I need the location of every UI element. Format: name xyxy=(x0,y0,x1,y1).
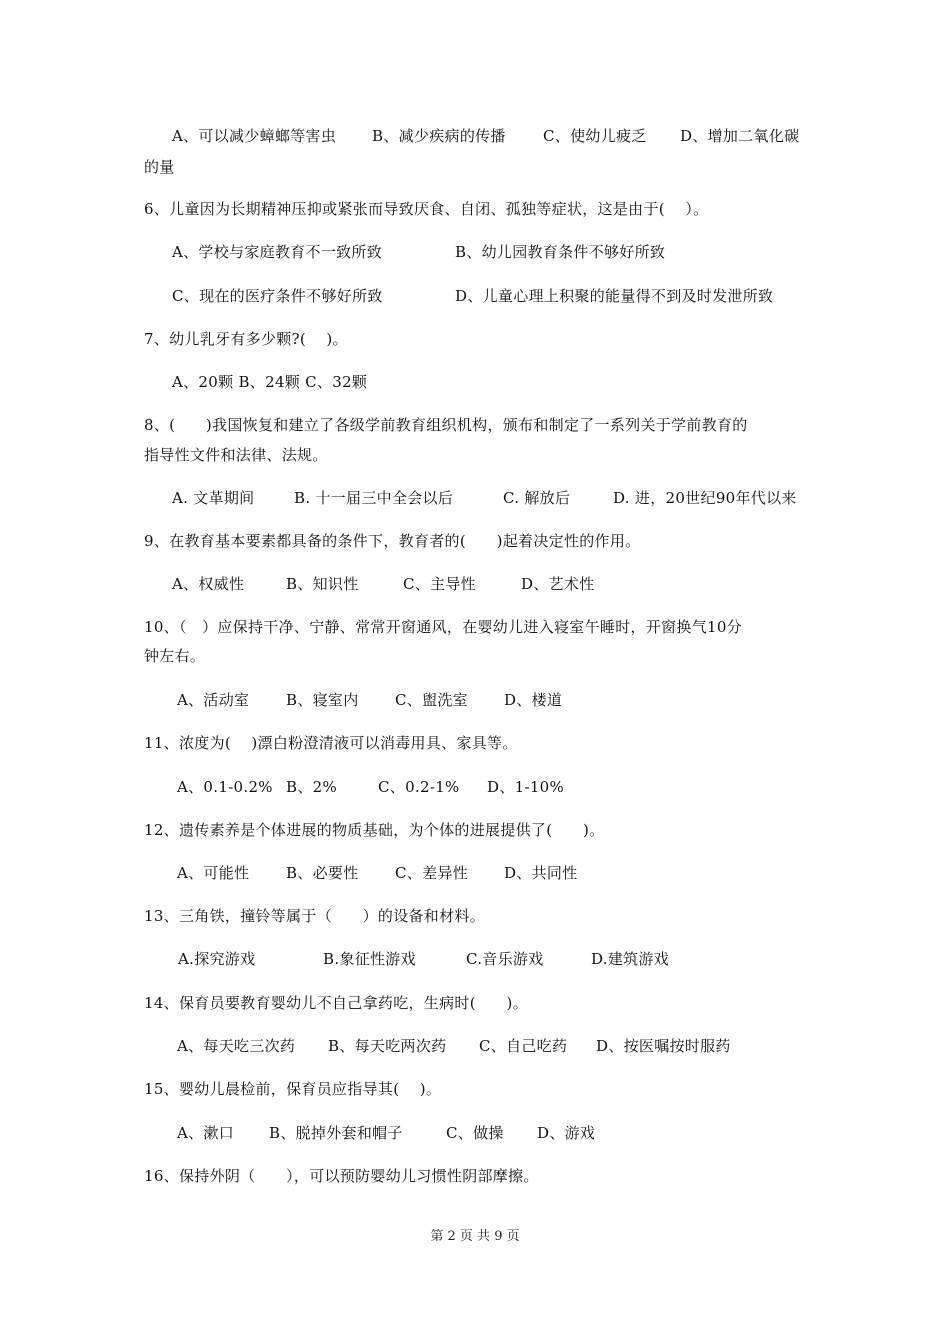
q13-option-d: D.建筑游戏 xyxy=(591,950,670,968)
q12-option-c: C、差异性 xyxy=(395,864,468,882)
q10-stem-line1: 10、（ ）应保持干净、宁静、常常开窗通风，在婴幼儿进入寝室午睡时，开窗换气10分 xyxy=(144,618,742,636)
q5-option-c: C、使幼儿疲乏 xyxy=(543,127,647,145)
q6-stem: 6、儿童因为长期精神压抑或紧张而导致厌食、自闭、孤独等症状，这是由于( ）。 xyxy=(144,200,709,218)
q11-option-c: C、0.2-1% xyxy=(378,778,460,796)
q14-option-c: C、自己吃药 xyxy=(479,1037,568,1055)
q13-option-b: B.象征性游戏 xyxy=(323,950,416,968)
q5-option-a: A、可以减少蟑螂等害虫 xyxy=(172,127,337,145)
q11-option-b: B、2% xyxy=(286,778,338,796)
q13-option-c: C.音乐游戏 xyxy=(466,950,544,968)
q7-options: A、20颗 B、24颗 C、32颗 xyxy=(172,373,368,391)
q16-stem: 16、保持外阴（ ），可以预防婴幼儿习惯性阴部摩擦。 xyxy=(144,1167,539,1185)
q9-stem: 9、在教育基本要素都具备的条件下，教育者的( )起着决定性的作用。 xyxy=(144,532,641,550)
q13-option-a: A.探究游戏 xyxy=(178,950,256,968)
q11-option-a: A、0.1-0.2% xyxy=(177,778,273,796)
q8-option-b: B. 十一届三中全会以后 xyxy=(294,489,454,507)
q9-option-d: D、艺术性 xyxy=(521,575,595,593)
q6-option-c: C、现在的医疗条件不够好所致 xyxy=(172,287,383,305)
q8-option-c: C. 解放后 xyxy=(503,489,571,507)
q14-stem: 14、保育员要教育婴幼儿不自己拿药吃，生病时( )。 xyxy=(144,994,528,1012)
q10-option-c: C、盥洗室 xyxy=(395,691,468,709)
q14-option-a: A、每天吃三次药 xyxy=(177,1037,296,1055)
q14-option-b: B、每天吃两次药 xyxy=(328,1037,447,1055)
q6-option-b: B、幼儿园教育条件不够好所致 xyxy=(455,243,666,261)
q8-stem-line2: 指导性文件和法律、法规。 xyxy=(144,446,328,464)
q8-stem-line1: 8、( )我国恢复和建立了各级学前教育组织机构，颁布和制定了一系列关于学前教育的 xyxy=(144,416,748,434)
q5-option-d: D、增加二氧化碳 xyxy=(680,127,800,145)
q9-option-a: A、权威性 xyxy=(172,575,245,593)
q12-option-a: A、可能性 xyxy=(177,864,250,882)
q14-option-d: D、按医嘱按时服药 xyxy=(596,1037,731,1055)
q6-option-a: A、学校与家庭教育不一致所致 xyxy=(172,243,383,261)
q8-option-a: A. 文革期间 xyxy=(172,489,255,507)
q10-option-a: A、活动室 xyxy=(177,691,250,709)
q15-option-d: D、游戏 xyxy=(537,1124,596,1142)
q10-option-b: B、寝室内 xyxy=(286,691,359,709)
q10-option-d: D、楼道 xyxy=(504,691,563,709)
q13-stem: 13、三角铁，撞铃等属于（ ）的设备和材料。 xyxy=(144,907,485,925)
q15-stem: 15、婴幼儿晨检前，保育员应指导其( )。 xyxy=(144,1080,442,1098)
q10-stem-line2: 钟左右。 xyxy=(144,647,206,665)
q11-stem: 11、浓度为( )漂白粉澄清液可以消毒用具、家具等。 xyxy=(144,734,518,752)
q15-option-b: B、脱掉外套和帽子 xyxy=(269,1124,403,1142)
q7-stem: 7、幼儿乳牙有多少颗?( )。 xyxy=(144,330,348,348)
q12-stem: 12、遗传素养是个体进展的物质基础，为个体的进展提供了( )。 xyxy=(144,821,605,839)
q12-option-b: B、必要性 xyxy=(286,864,359,882)
q9-option-b: B、知识性 xyxy=(286,575,359,593)
q5-option-wrap: 的量 xyxy=(144,158,175,176)
page-number-footer: 第 2 页 共 9 页 xyxy=(430,1229,520,1244)
q9-option-c: C、主导性 xyxy=(403,575,476,593)
q5-option-b: B、减少疾病的传播 xyxy=(372,127,506,145)
q11-option-d: D、1-10% xyxy=(487,778,565,796)
q15-option-a: A、漱口 xyxy=(177,1124,235,1142)
q6-option-d: D、儿童心理上积聚的能量得不到及时发泄所致 xyxy=(455,287,774,305)
q12-option-d: D、共同性 xyxy=(504,864,578,882)
q15-option-c: C、做操 xyxy=(446,1124,504,1142)
q8-option-d: D. 进，20世纪90年代以来 xyxy=(613,489,797,507)
